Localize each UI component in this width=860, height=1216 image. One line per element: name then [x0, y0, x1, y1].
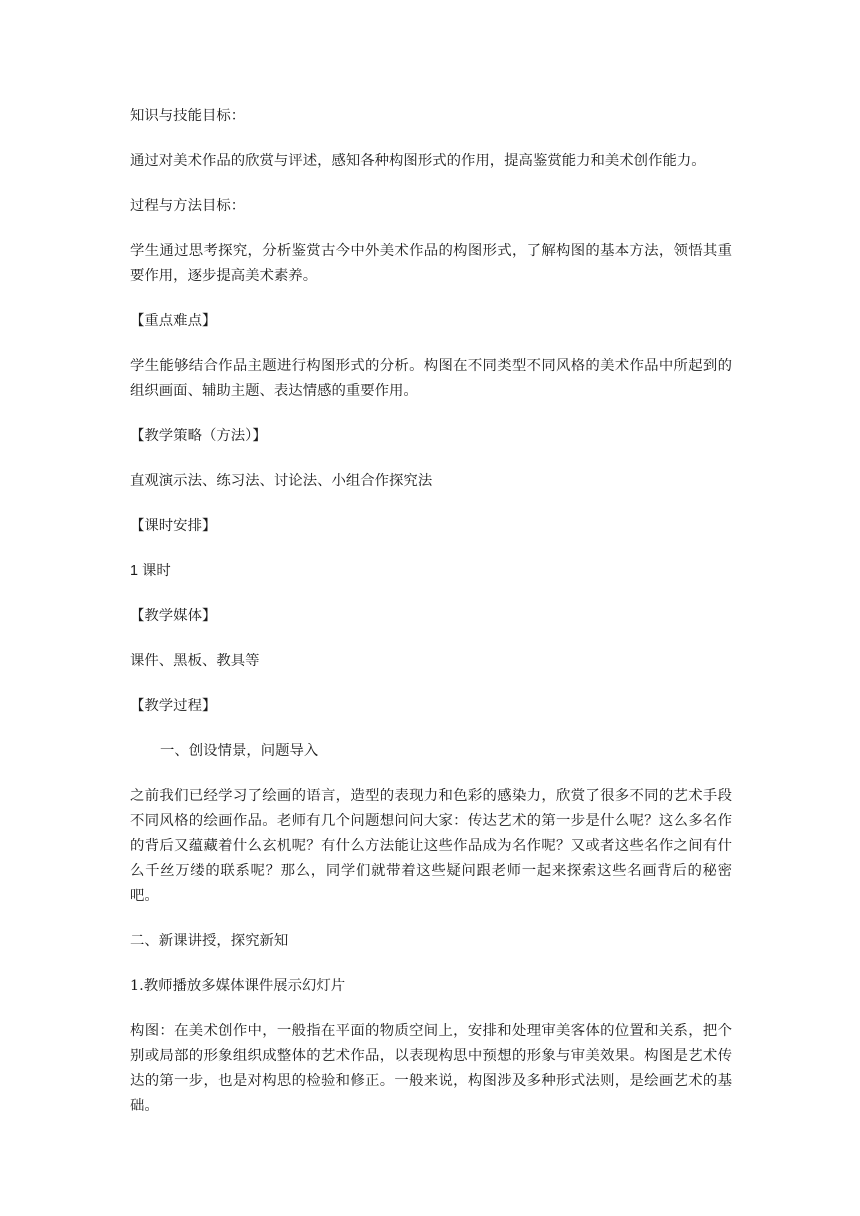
teaching-strategy-text: 直观演示法、练习法、讨论法、小组合作探究法 [130, 473, 433, 489]
class-hours-text: 1 课时 [130, 563, 171, 579]
heading-class-hours: 【课时安排】 [130, 518, 217, 534]
knowledge-goal-text: 通过对美术作品的欣赏与评述，感知各种构图形式的作用，提高鉴赏能力和美术创作能力。 [130, 153, 706, 169]
process-goal-text: 学生通过思考探究，分析鉴赏古今中外美术作品的构图形式，了解构图的基本方法，领悟其重要作用，逐步提高美术素养。 [130, 243, 732, 284]
heading-teaching-media: 【教学媒体】 [130, 608, 217, 624]
heading-teaching-process: 【教学过程】 [130, 698, 217, 714]
step-one-heading: 1.教师播放多媒体课件展示幻灯片 [130, 978, 346, 994]
teaching-media-text: 课件、黑板、教具等 [130, 653, 260, 669]
section-one-heading: 一、创设情景，问题导入 [160, 743, 319, 759]
composition-definition-text: 构图：在美术创作中，一般指在平面的物质空间上，安排和处理审美客体的位置和关系，把个别或局部的形象组织成整体的艺术作品，以表现构思中预想的形象与审美效果。构图是艺术传达的第一步，也是对构思的检验和修正。一般来说，构图涉及多种形式法则，是绘画艺术的基础。 [130, 1023, 732, 1114]
heading-knowledge-goal: 知识与技能目标： [130, 108, 246, 124]
heading-key-difficulties: 【重点难点】 [130, 313, 217, 329]
key-difficulties-text: 学生能够结合作品主题进行构图形式的分析。构图在不同类型不同风格的美术作品中所起到的组织画面、辅助主题、表达情感的重要作用。 [130, 358, 732, 399]
section-one-text: 之前我们已经学习了绘画的语言，造型的表现力和色彩的感染力，欣赏了很多不同的艺术手段不同风格的绘画作品。老师有几个问题想问问大家：传达艺术的第一步是什么呢？这么多名作的背后又蕴藏着什么玄机呢？有什么方法能让这些作品成为名作呢？又或者这些名作之间有什么千丝万缕的联系呢？那么，同学们就带着这些疑问跟老师一起来探索这些名画背后的秘密吧。 [130, 788, 732, 904]
heading-process-goal: 过程与方法目标： [130, 198, 246, 214]
section-two-heading: 二、新课讲授，探究新知 [130, 933, 289, 949]
document-page [130, 104, 732, 1119]
heading-teaching-strategy: 【教学策略（方法）】 [130, 428, 267, 444]
